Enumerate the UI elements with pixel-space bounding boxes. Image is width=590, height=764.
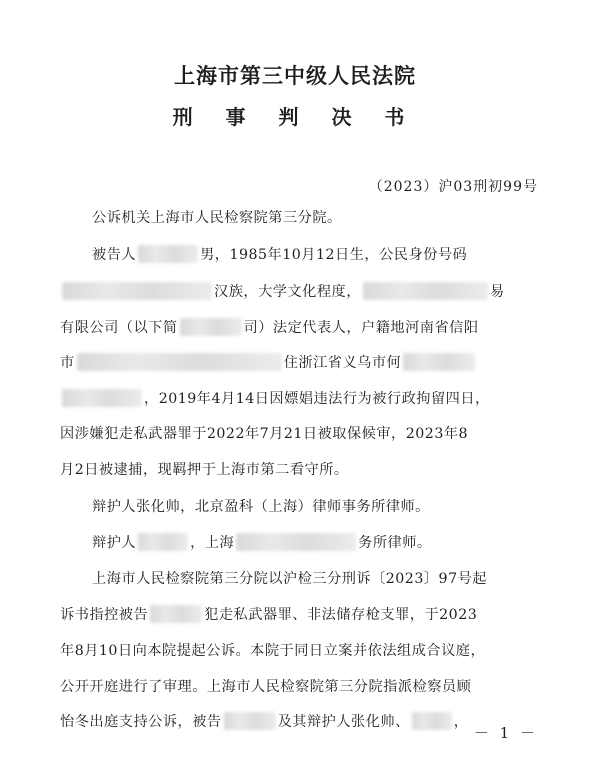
redaction-block (224, 712, 276, 730)
body-line: 年8月10日向本院提起公诉。本院于同日立案并依法组成合议庭， (60, 643, 486, 659)
text-segment: 辩护人 (92, 535, 137, 551)
redaction-block (77, 353, 282, 371)
body-line: 月2日被逮捕，现羁押于上海市第二看守所。 (60, 462, 349, 478)
text-segment: 怡冬出庭支持公诉，被告 (60, 714, 222, 730)
redaction-block (62, 389, 142, 407)
body-line (60, 281, 505, 301)
page-number: － 1 － (473, 724, 538, 742)
text-segment: 男，1985年10月12日生，公民身份号码 (200, 247, 468, 263)
body-line (60, 317, 479, 337)
text-segment: ，上海 (190, 535, 235, 551)
defender-line (92, 532, 432, 552)
court-name: 上海市第三中级人民法院 (174, 63, 416, 88)
prosecutor-line: 公诉机关上海市人民检察院第三分院。 (92, 210, 342, 226)
redaction-block (236, 533, 356, 551)
text-segment: 有限公司（以下简 (60, 320, 178, 336)
redaction-block (62, 282, 212, 300)
defendant-line (92, 244, 467, 264)
defender-line: 辩护人张化帅，北京盈科（上海）律师事务所律师。 (92, 499, 430, 515)
body-line (60, 388, 490, 408)
text-segment: 司）法定代表人，户籍地河南省信阳 (243, 320, 479, 336)
redaction-block (138, 533, 188, 551)
body-line: 上海市人民检察院第三分院以沪检三分刑诉〔2023〕97号起 (92, 571, 487, 587)
redaction-block (412, 712, 452, 730)
redaction-block (180, 318, 242, 336)
text-segment: 易 (489, 284, 505, 300)
text-segment: 被告人 (92, 247, 137, 263)
redaction-block (403, 353, 475, 371)
text-segment: 汉族，大学文化程度， (214, 284, 361, 300)
body-line: 因涉嫌犯走私武器罪于2022年7月21日被取保候审，2023年8 (60, 426, 469, 442)
text-segment: 诉书指控被告 (60, 607, 149, 623)
body-line (60, 352, 477, 372)
text-segment: ，2019年4月14日因嫖娼违法行为被行政拘留四日， (144, 391, 490, 407)
redaction-block (150, 605, 202, 623)
redaction-block (363, 282, 488, 300)
document-type-title: 刑 事 判 决 书 (172, 105, 418, 129)
text-segment: 住浙江省义乌市何 (283, 355, 402, 371)
redaction-block (138, 245, 198, 263)
text-segment: 犯走私武器罪、非法储存枪支罪，于2023 (204, 607, 478, 623)
body-line (60, 604, 477, 624)
case-number: （2023）沪03刑初99号 (368, 179, 538, 195)
text-segment: 及其辩护人张化帅、 (277, 714, 410, 730)
text-segment: ， (453, 714, 469, 730)
text-segment: 市 (60, 355, 75, 371)
body-line (60, 711, 468, 731)
text-segment: 务所律师。 (358, 535, 432, 551)
body-line: 公开开庭进行了审理。上海市人民检察院第三分院指派检察员顾 (60, 679, 472, 695)
